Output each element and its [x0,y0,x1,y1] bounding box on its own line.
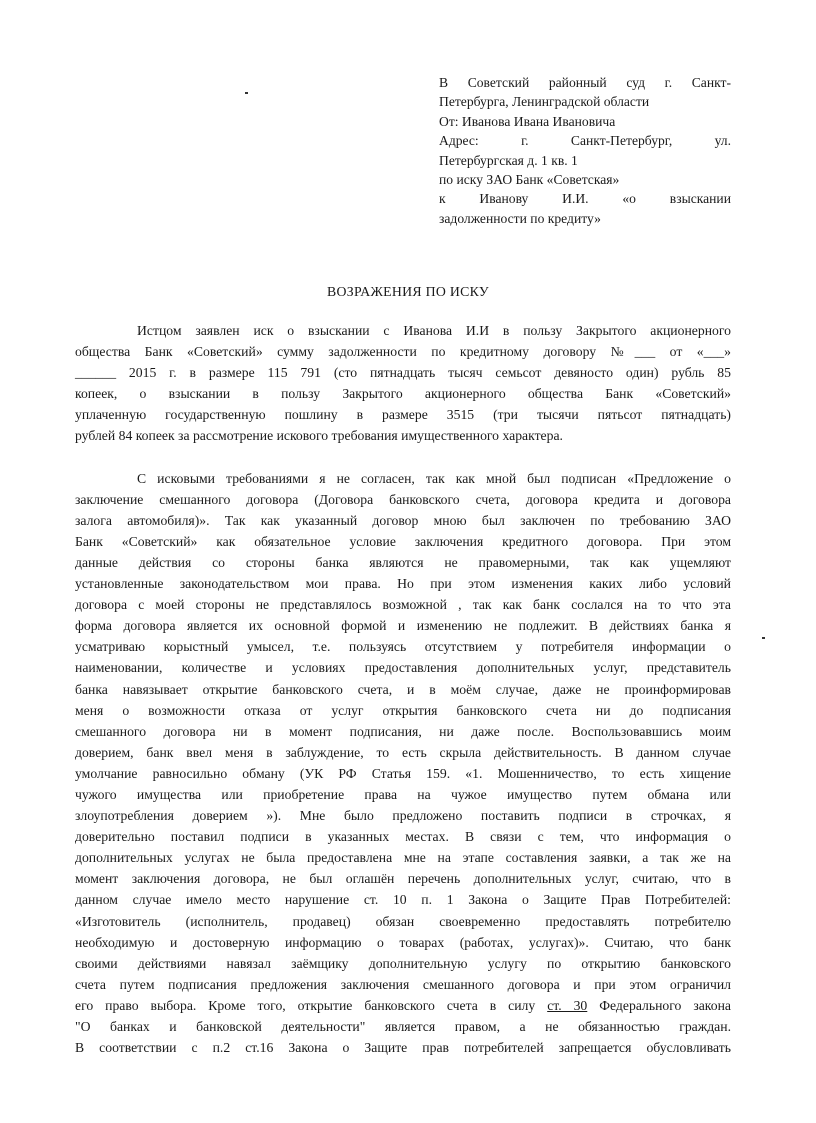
text-line: своими действиями навязал заёмщику дополнительную услугу по открытию банковского [75,955,731,971]
text-line: Истцом заявлен иск о взыскании с Иванова И.И в пользу Закрытого акционерного [137,323,731,338]
text-line [75,995,731,1016]
text-line: данном случае имело место нарушение ст. 10 п. 1 Закона о Защите Прав Потребителей: [75,892,731,908]
text-line: договора с моей стороны не представлялось возможной , так как банк сослался на то что эта [75,597,731,613]
text-line: форма договора является их основной формой и изменению не подлежит. В действиях банка я [75,618,731,634]
text-line: общества Банк «Советский» сумму задолженности по кредитному договору №___ от «___» [75,344,731,360]
text-line: рублей 84 копеек за рассмотрение искового требования имущественного характера. [75,428,563,444]
text-line-start: его право выбора. Кроме того, открытие банковского счета в силу [75,997,548,1013]
header-line: задолженности по кредиту» [439,210,601,226]
law-article-link[interactable]: ст. 30 [547,997,588,1013]
text-line: копеек, о взыскании в пользу Закрытого акционерного общества Банк «Советский» [75,386,731,402]
header-line: по иску ЗАО Банк «Советская» [439,172,620,188]
scan-speck [762,637,765,639]
text-line: «Изготовитель (исполнитель, продавец) обязан своевременно предоставлять потребителю [75,913,731,929]
header-line: В Советский районный суд г. Санкт- [439,75,731,90]
text-line: чужого имущества или приобретение права на чужое имущество путем обмана или [75,786,731,802]
header-line: к Иванову И.И. «о взыскании [439,191,731,207]
header-line: Петербурга, Ленинградской области [439,94,650,110]
header-line: Адрес: г. Санкт-Петербург, ул. [439,133,731,149]
text-line: дополнительных услугах не была предоставлена мне на этапе составления заявки, а так же на [75,850,731,866]
text-line: необходимую и достоверную информацию о товарах (работах, услугах)». Считаю, что банк [75,934,731,950]
text-line: наименовании, количестве и условиях предоставления дополнительных услуг, представитель [75,660,731,676]
document-title: ВОЗРАЖЕНИЯ ПО ИСКУ [327,284,489,299]
text-line: меня о возможности отказа от услуг открытия банковского счета ни до подписания [75,702,731,718]
paragraph-1 [75,320,731,447]
text-line: Банк «Советский» как обязательное условие заключения кредитного договора. При этом [75,533,731,549]
text-line: залога автомобиля)». Так как указанный договор мною был заключен по требованию ЗАО [75,512,731,528]
text-line: уплаченную государственную пошлину в размере 3515 (три тысячи пятьсот пятнадцать) [75,407,731,423]
text-line: злоупотребления доверием »). Мне было предложено поставить подписи в строчках, я [75,808,731,824]
text-line: умолчание равносильно обману (УК РФ Статья 159. «1. Мошенничество, то есть хищение [75,765,731,781]
text-line: заключение смешанного договора (Договора банковского счета, договора кредита и договора [75,491,731,507]
header-line: От: Иванова Ивана Ивановича [439,113,616,129]
text-line: установленные законодательством мои права. Но при этом изменения каких либо условий [75,576,731,592]
text-line: В соответствии с п.2 ст.16 Закона о Защите прав потребителей запрещается обусловливать [75,1040,731,1056]
addressee-block [439,73,731,228]
text-line: момент заключения договора, не был оглашён перечень дополнительных услуг, считаю, что в [75,871,731,887]
text-line-end: Федерального закона [587,997,732,1013]
text-line: доверием, банк ввел меня в заблуждение, то есть скрыла действительность. В данном случае [75,744,731,760]
document-body [75,320,731,1058]
header-line: Петербургская д. 1 кв. 1 [439,152,578,168]
text-line: банка навязывает открытие банковского счета, и в моём случае, даже не проинформировав [75,681,731,697]
text-line: "О банках и банковской деятельности" является правом, а не обязанностью граждан. [75,1019,731,1034]
text-line: счета путем подписания предложения заключения смешанного договора и при этом ограничил [75,976,731,992]
paragraph-2 [75,468,731,1059]
scan-speck [245,92,248,94]
text-line: доверительно поставил подписи в указанных местах. В связи с тем, что информация о [75,829,731,845]
text-line: С исковыми требованиями я не согласен, так как мной был подписан «Предложение о [137,470,731,486]
text-line: данные действия со стороны банка являются не правомерными, так как ущемляют [75,554,731,570]
text-line: усматриваю корыстный умысел, т.е. пользуясь отсутствием у потребителя информации о [75,639,731,655]
text-line: смешанного договора ни в момент подписания, ни даже после. Воспользовавшись моим [75,723,731,739]
text-line: ______ 2015 г. в размере 115 791 (сто пятнадцать тысяч семьсот девяносто один) рубль 85 [75,365,731,381]
